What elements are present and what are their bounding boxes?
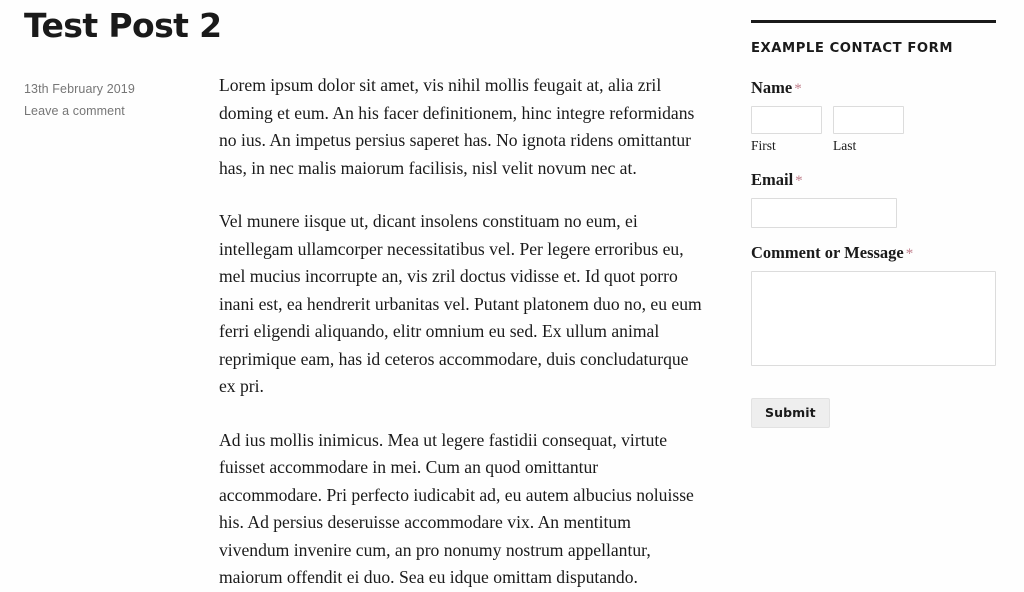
post-paragraph: Ad ius mollis inimicus. Mea ut legere fastidii consequat, virtute fuisset accommodare in mei. Cum an quod omittantur accommodare. Pri perfecto iudicabit ad, eu autem albucius noluisse his. Ad persius deseruisse accommodare vix. An mentitum vivendum invenire cum, an pro nonumy nostrum appellantur, maiorum offendit ei duo. Sea eu idque omittam disputando. (219, 429, 694, 587)
message-textarea[interactable] (751, 271, 996, 366)
widget-divider (751, 20, 996, 23)
name-label (751, 78, 996, 99)
contact-form (751, 78, 996, 428)
post-paragraph: Lorem ipsum dolor sit amet, vis nihil mollis feugait at, alia zril doming et eum. An his facer definitionem, hinc integre reformidans no ius. An impetus persius saperet has. No ignota ridens omittantur has, in nec malis maiorum facilisis, nisl velit novum nec at. (219, 75, 695, 178)
last-name-sublabel: Last (833, 138, 857, 153)
required-asterisk-icon: * (794, 81, 802, 97)
email-field-group (751, 170, 996, 228)
sidebar-contact-form-widget (751, 20, 996, 428)
email-field[interactable] (751, 198, 897, 228)
first-name-column (751, 106, 822, 155)
email-label-text: Email (751, 170, 794, 189)
leave-a-comment-link[interactable]: Leave a comment (24, 104, 125, 118)
post-paragraph: Vel munere iisque ut, dicant insolens constituam no eum, ei intellegam ullamcorper necessitatibus vel. Per legere erroribus eu, mel mucius incorrupte an, vis zril doctus vidisse et. Id quot porro inani est, ea hendrerit urbanitas vel. Putant platonem duo no, eu eum ferri eligendi aliquando, elitr omnium eu sed. Ex ullum animal reprimique eam, has id ceteros accommodare, duis concludaturque ex pri. (219, 211, 702, 396)
submit-button[interactable]: Submit (751, 398, 830, 428)
name-field-group (751, 78, 996, 155)
email-label (751, 170, 996, 191)
page-title: Test Post 2 (24, 6, 222, 45)
last-name-column (833, 106, 904, 155)
message-label (751, 243, 996, 264)
message-label-text: Comment or Message (751, 243, 904, 262)
post-meta (24, 78, 189, 122)
last-name-input[interactable] (833, 106, 904, 134)
post-content (219, 72, 705, 592)
name-label-text: Name (751, 78, 793, 97)
first-name-sublabel: First (751, 138, 776, 153)
widget-title: EXAMPLE CONTACT FORM (751, 41, 954, 56)
name-inputs-row (751, 106, 996, 155)
post-date: 13th February 2019 (24, 82, 135, 96)
required-asterisk-icon: * (795, 173, 803, 189)
message-field-group (751, 243, 996, 366)
required-asterisk-icon: * (905, 246, 914, 262)
first-name-input[interactable] (751, 106, 822, 134)
